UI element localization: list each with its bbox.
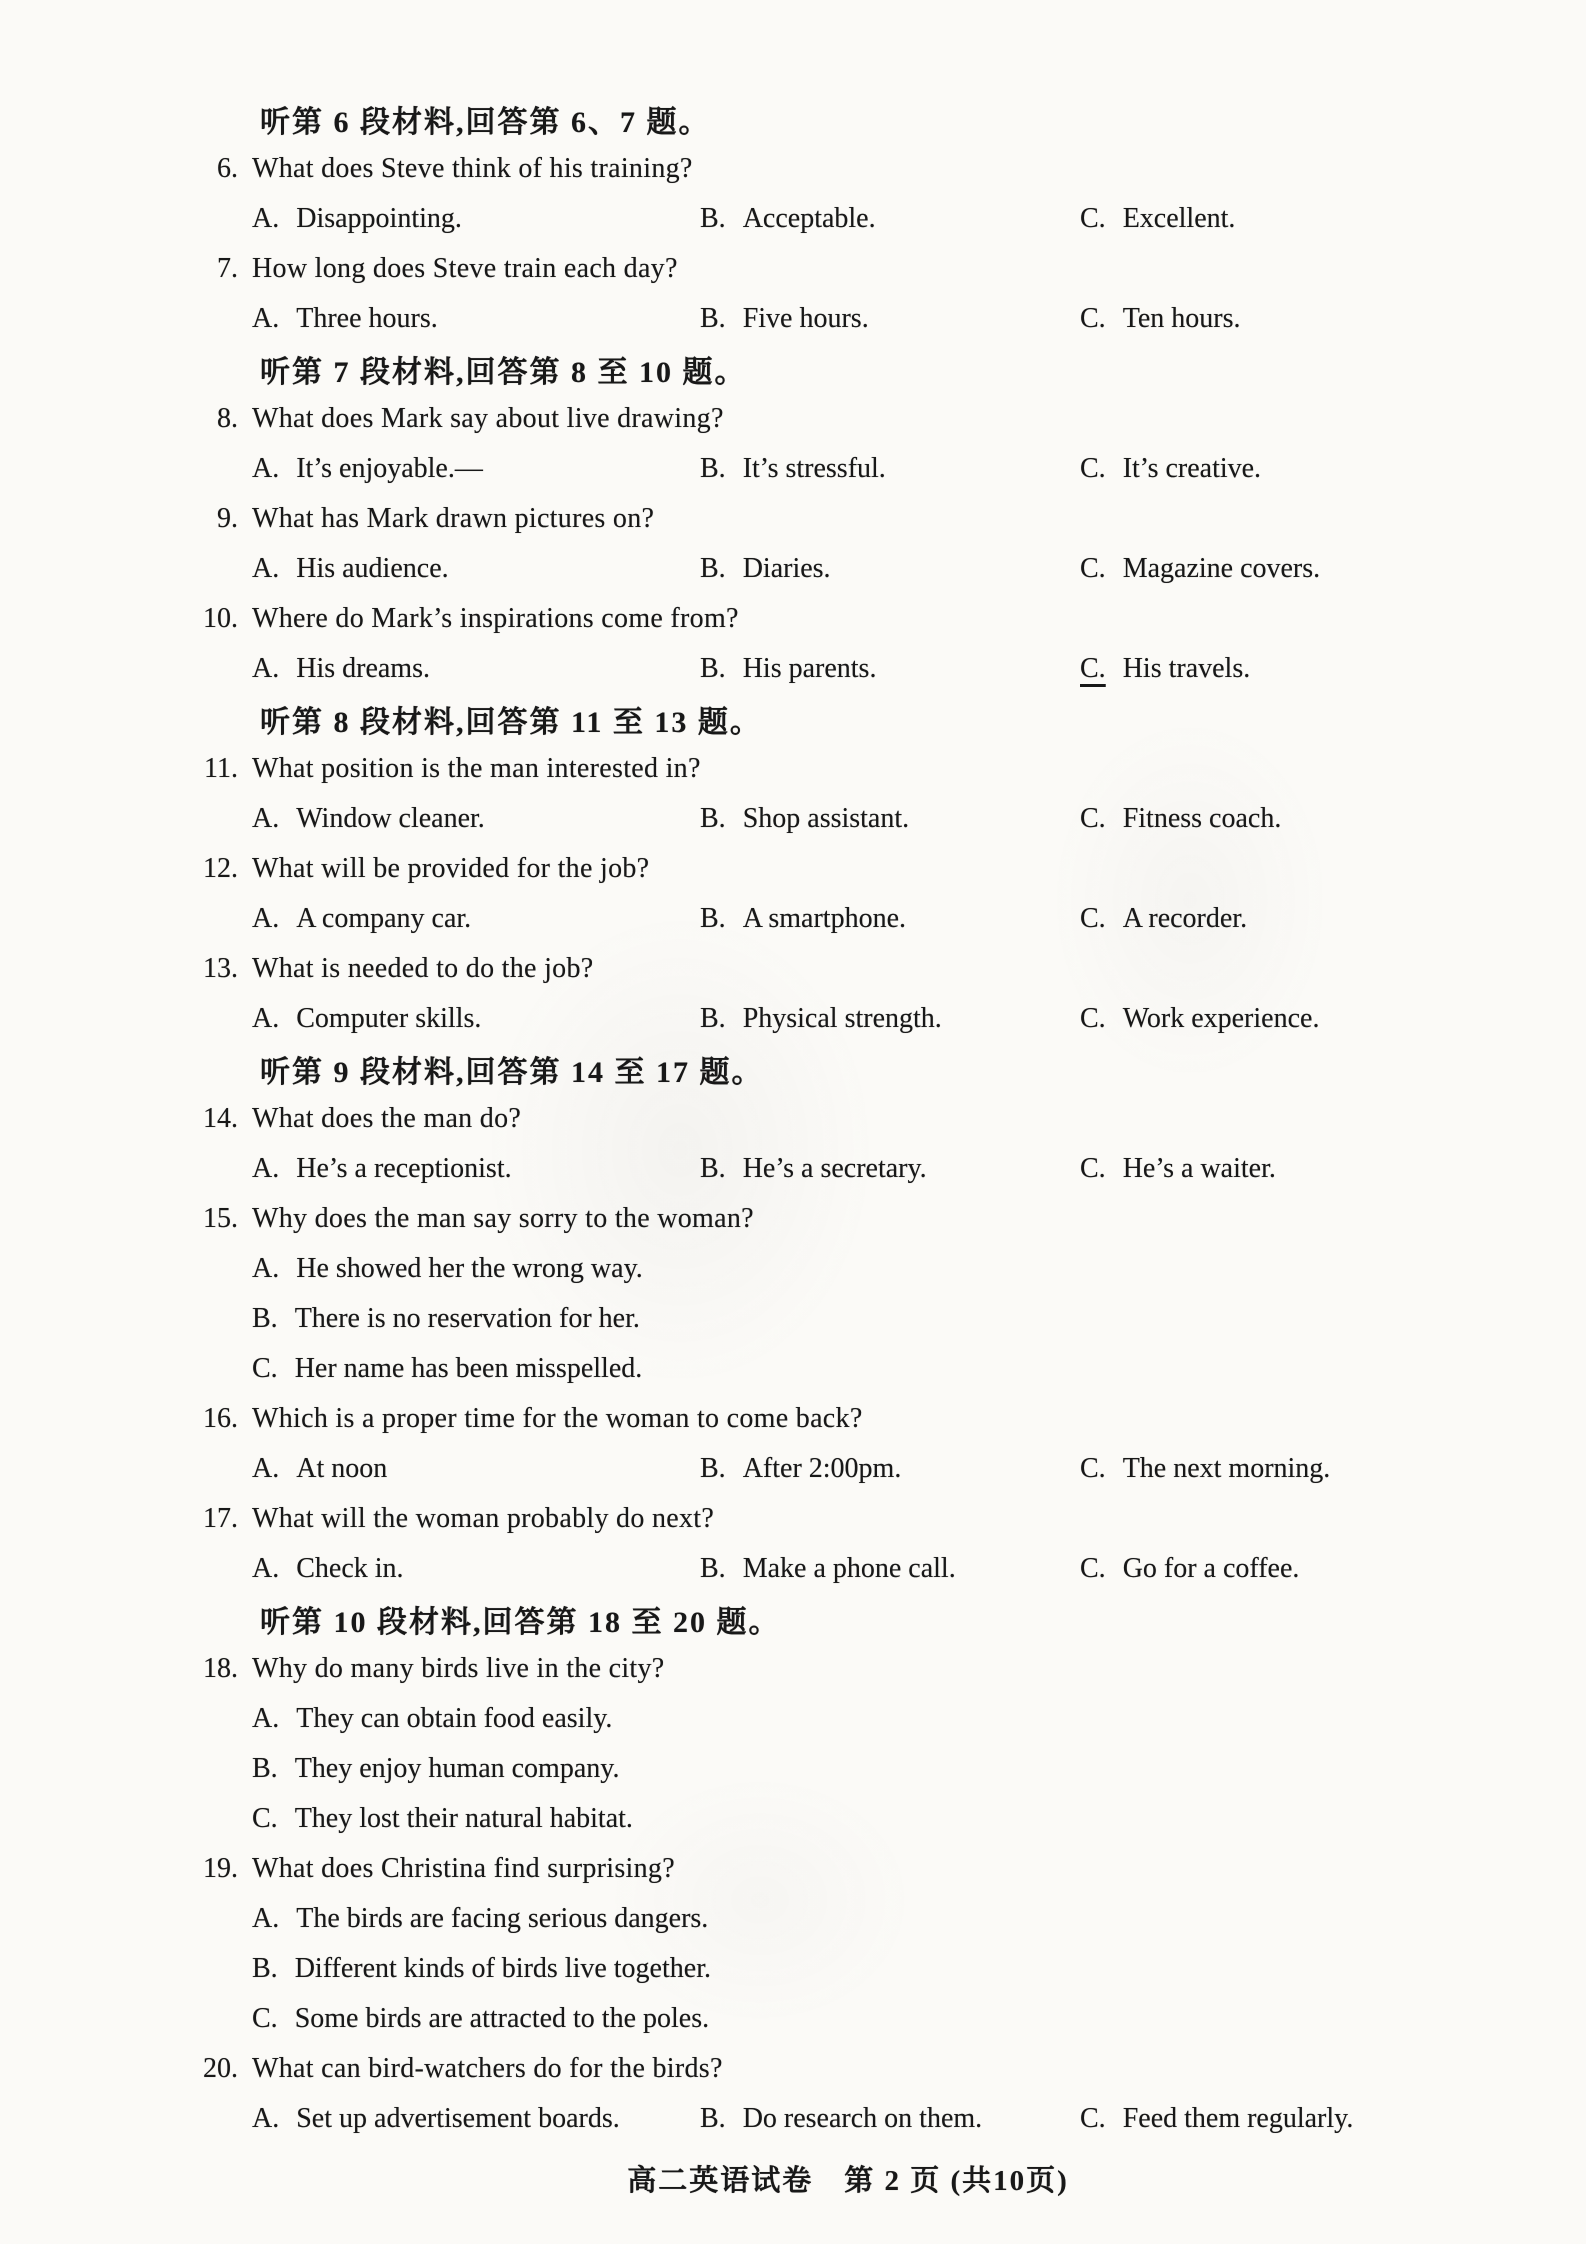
question-options [0,1544,1586,1594]
option-a [0,1694,1586,1744]
option-label: B. [252,1953,278,1984]
option-text: Make a phone call. [742,1553,956,1584]
option-label: C. [1080,1153,1106,1184]
option-b [700,1453,1080,1485]
question-block [0,2044,1586,2144]
option-label: A. [252,803,280,834]
option-label: C. [1080,1453,1106,1484]
question-number: 19. [203,1853,238,1884]
option-a [252,303,700,335]
option-label: A. [252,1253,280,1284]
question-options [0,444,1586,494]
option-c [1080,1453,1330,1485]
question-text: Why do many birds live in the city? [252,1653,665,1684]
question-options [0,994,1586,1044]
option-c [1080,903,1247,935]
option-b [700,1153,1080,1185]
section-instruction: 听第 9 段材料,回答第 14 至 17 题。 [260,1056,764,1089]
option-text: Acceptable. [742,203,876,234]
option-label: B. [700,653,726,684]
option-a [252,2103,700,2135]
question-text: Which is a proper time for the woman to come back? [252,1403,863,1434]
option-text: He’s a secretary. [742,1153,927,1184]
option-label: A. [252,903,280,934]
option-a [252,1553,700,1585]
question-options [0,1244,1586,1394]
question-block [0,744,1586,844]
question-number: 13. [203,953,238,984]
option-text: Magazine covers. [1122,553,1321,584]
option-c [0,1794,1586,1844]
option-label: B. [700,903,726,934]
option-label: B. [700,2103,726,2134]
option-text: Set up advertisement boards. [296,2103,620,2134]
option-label: B. [700,203,726,234]
option-b [700,653,1080,685]
option-text: His audience. [296,553,449,584]
option-c [1080,1553,1299,1585]
option-b [700,1003,1080,1035]
option-text: Window cleaner. [296,803,485,834]
option-label: A. [252,553,280,584]
option-a [252,553,700,585]
question-number: 14. [203,1103,238,1134]
option-text: A recorder. [1122,903,1248,934]
question-options [0,1894,1586,2044]
question-block [0,1844,1586,2044]
question-block [0,594,1586,694]
question-number: 9. [217,503,238,534]
option-text: Different kinds of birds live together. [294,1953,711,1984]
option-text: Go for a coffee. [1122,1553,1300,1584]
option-c [1080,453,1261,485]
question-text: What is needed to do the job? [252,953,594,984]
option-label: A. [252,1153,280,1184]
option-b [700,803,1080,835]
question-number: 11. [204,753,238,784]
option-label: B. [700,453,726,484]
question-number: 8. [217,403,238,434]
question-number: 6. [217,153,238,184]
option-label: C. [1080,803,1106,834]
question-options [0,1144,1586,1194]
question-text: What will be provided for the job? [252,853,650,884]
option-b [0,1744,1586,1794]
option-label: B. [700,1003,726,1034]
question-block [0,1644,1586,1844]
option-text: Her name has been misspelled. [294,1353,643,1384]
option-label: A. [252,203,280,234]
option-label: B. [700,303,726,334]
option-label: C. [1080,2103,1106,2134]
option-b [700,203,1080,235]
option-text: He’s a receptionist. [296,1153,512,1184]
option-text: Work experience. [1122,1003,1320,1034]
option-text: Five hours. [742,303,869,334]
option-text: They lost their natural habitat. [294,1803,633,1834]
option-label: C. [252,1803,278,1834]
option-text: At noon [296,1453,388,1484]
option-text: Shop assistant. [742,803,910,834]
option-label: A. [252,653,280,684]
option-label: C. [1080,1003,1106,1034]
option-label: A. [252,1453,280,1484]
option-label: A. [252,303,280,334]
option-a [0,1894,1586,1944]
option-c [1080,653,1250,685]
option-label: B. [700,553,726,584]
question-options [0,1694,1586,1844]
option-text: After 2:00pm. [742,1453,902,1484]
question-block [0,844,1586,944]
option-text: A company car. [296,903,472,934]
question-text: Why does the man say sorry to the woman? [252,1203,754,1234]
option-text: They can obtain food easily. [296,1703,613,1734]
option-c [0,1994,1586,2044]
option-c [1080,1003,1319,1035]
option-label: C. [1080,1553,1106,1584]
option-label: A. [252,1003,280,1034]
option-text: Three hours. [296,303,438,334]
option-label: A. [252,2103,280,2134]
question-options [0,2094,1586,2144]
option-label: B. [700,1553,726,1584]
option-c [1080,803,1281,835]
question-text: How long does Steve train each day? [252,253,678,284]
option-text: Check in. [296,1553,404,1584]
option-b [700,553,1080,585]
option-a [0,1244,1586,1294]
option-text: Computer skills. [296,1003,482,1034]
option-a [252,453,700,485]
question-options [0,1444,1586,1494]
question-number: 12. [203,853,238,884]
question-number: 20. [203,2053,238,2084]
option-text: He’s a waiter. [1122,1153,1276,1184]
option-a [252,1153,700,1185]
option-text: It’s creative. [1122,453,1262,484]
option-c [0,1344,1586,1394]
option-label: C. [1080,453,1106,484]
question-text: What will the woman probably do next? [252,1503,715,1534]
option-text: The birds are facing serious dangers. [296,1903,709,1934]
question-block [0,1394,1586,1494]
option-text: It’s enjoyable.— [296,453,483,484]
question-options [0,294,1586,344]
option-a [252,653,700,685]
option-text: They enjoy human company. [294,1753,620,1784]
option-label: C. [1080,653,1106,684]
question-text: What can bird-watchers do for the birds? [252,2053,723,2084]
option-text: Some birds are attracted to the poles. [294,2003,710,2034]
option-label: A. [252,1703,280,1734]
option-text: It’s stressful. [742,453,886,484]
question-text: What has Mark drawn pictures on? [252,503,655,534]
option-label: C. [1080,303,1106,334]
option-text: Excellent. [1122,203,1236,234]
option-text: The next morning. [1122,1453,1331,1484]
question-options [0,894,1586,944]
question-text: Where do Mark’s inspirations come from? [252,603,739,634]
option-label: C. [1080,903,1106,934]
option-text: Do research on them. [742,2103,983,2134]
option-text: His dreams. [296,653,430,684]
section-instruction: 听第 10 段材料,回答第 18 至 20 题。 [260,1606,781,1639]
option-text: His parents. [742,653,877,684]
question-text: What does Mark say about live drawing? [252,403,724,434]
question-options [0,194,1586,244]
section-instruction: 听第 8 段材料,回答第 11 至 13 题。 [260,706,762,739]
question-number: 18. [203,1653,238,1684]
option-text: Feed them regularly. [1122,2103,1354,2134]
question-block [0,144,1586,244]
option-c [1080,203,1235,235]
exam-content [0,94,1586,2144]
option-text: Disappointing. [296,203,462,234]
question-block [0,1494,1586,1594]
option-label: B. [252,1303,278,1334]
option-b [0,1944,1586,1994]
option-label: A. [252,1903,280,1934]
question-block [0,244,1586,344]
option-c [1080,553,1320,585]
option-text: Diaries. [742,553,831,584]
option-label: B. [700,1153,726,1184]
option-a [252,1453,700,1485]
question-options [0,794,1586,844]
question-number: 7. [217,253,238,284]
option-label: A. [252,453,280,484]
section-instruction: 听第 6 段材料,回答第 6、7 题。 [260,106,711,139]
question-number: 17. [203,1503,238,1534]
option-label: C. [1080,553,1106,584]
option-b [700,2103,1080,2135]
option-text: Ten hours. [1122,303,1241,334]
option-b [700,303,1080,335]
question-text: What does Christina find surprising? [252,1853,675,1884]
question-block [0,394,1586,494]
option-label: B. [252,1753,278,1784]
option-c [1080,303,1240,335]
option-label: C. [1080,203,1106,234]
question-number: 10. [203,603,238,634]
option-label: A. [252,1553,280,1584]
option-text: His travels. [1122,653,1251,684]
question-number: 16. [203,1403,238,1434]
option-label: C. [252,2003,278,2034]
question-block [0,1094,1586,1194]
question-options [0,644,1586,694]
option-text: A smartphone. [742,903,906,934]
option-text: Physical strength. [742,1003,942,1034]
option-label: C. [252,1353,278,1384]
question-text: What does the man do? [252,1103,522,1134]
option-b [700,1553,1080,1585]
question-block [0,494,1586,594]
page-footer: 高二英语试卷 第 2 页 (共10页) [627,2165,1069,2197]
question-block [0,944,1586,1044]
option-a [252,903,700,935]
option-text: Fitness coach. [1122,803,1282,834]
option-text: He showed her the wrong way. [296,1253,643,1284]
option-b [700,903,1080,935]
option-b [700,453,1080,485]
question-options [0,544,1586,594]
question-text: What does Steve think of his training? [252,153,693,184]
option-a [252,803,700,835]
option-c [1080,1153,1276,1185]
option-c [1080,2103,1353,2135]
option-label: B. [700,1453,726,1484]
option-label: B. [700,803,726,834]
option-a [252,1003,700,1035]
section-instruction: 听第 7 段材料,回答第 8 至 10 题。 [260,356,747,389]
option-a [252,203,700,235]
option-text: There is no reservation for her. [294,1303,640,1334]
question-number: 15. [203,1203,238,1234]
question-block [0,1194,1586,1394]
option-b [0,1294,1586,1344]
question-text: What position is the man interested in? [252,753,701,784]
